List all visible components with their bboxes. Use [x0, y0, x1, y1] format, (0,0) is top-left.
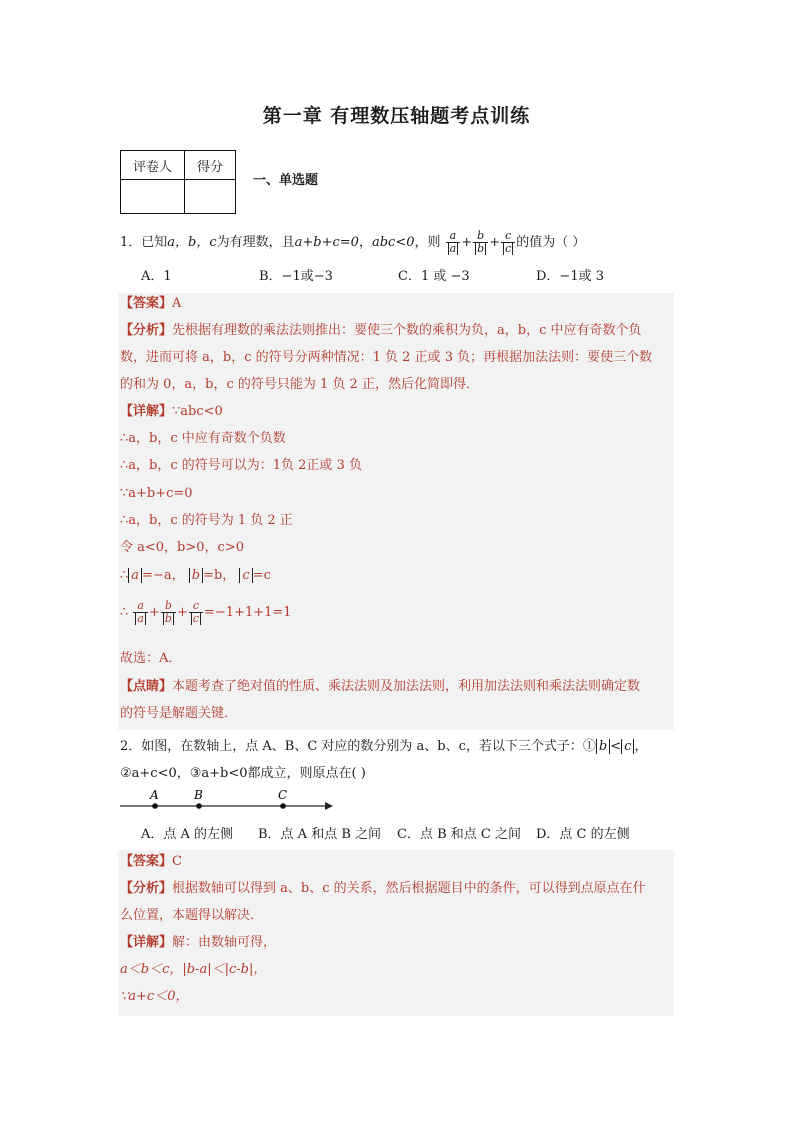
- fraction-a: $\frac{a}{a}$: [446, 230, 461, 255]
- point-b-label: B: [194, 788, 203, 802]
- a1-detail-line-3: ∴a，b，c 的符号可以为：1负 2正或 3 负: [120, 458, 362, 473]
- q2-option-a[interactable]: A．点 A 的左侧: [141, 827, 234, 842]
- page-title: 第一章 有理数压轴题考点训练: [262, 105, 531, 127]
- answer-2-block: [118, 850, 674, 1016]
- a1-choice: 故选：A．: [120, 651, 182, 666]
- a1-analysis-line-3: 的和为 0，a，b，c 的符号只能为 1 负 2 正，然后化简即得．: [120, 377, 479, 392]
- fraction-a: $\frac{a}{a}$: [133, 600, 148, 625]
- a2-detail-line-3: ∵a+c＜0，: [120, 989, 189, 1004]
- a1-comment-line-2: 的符号是解题关键．: [120, 706, 238, 721]
- a1-detail-line-2: ∴a，b，c 中应有奇数个负数: [120, 431, 286, 446]
- a2-detail-line-2: a＜b＜c，|b-a|＜|c-b|，: [120, 962, 267, 977]
- fraction-b: $\frac{b}{b}$: [161, 600, 176, 625]
- a2-analysis-line-1: 【分析】根据数轴可以得到 a、b、c 的关系，然后根据题目中的条件，可以得到点原点在什: [120, 881, 646, 896]
- q1-option-c[interactable]: C．1 或 −3: [398, 269, 470, 284]
- a1-comment-line-1: 【点睛】本题考查了绝对值的性质、乘法法则及加法法则，利用加法法则和乘法法则确定数: [120, 679, 641, 694]
- number-line: [115, 787, 335, 815]
- fraction-c: $\frac{c}{c}$: [189, 600, 203, 625]
- a1-answer: 【答案】A: [120, 296, 182, 311]
- question-1-stem: 1．已知a，b，c为有理数，且a+b+c=0，abc<0，则 $\frac{a}{a}$ + $\frac{b}{b}$ + $\frac{c}{c}$ 的值为（ ）: [120, 229, 586, 256]
- question-2-line-2: ②a+c<0，③a+b<0都成立，则原点在( ): [120, 766, 366, 781]
- a2-detail-line-1: 【详解】解：由数轴可得，: [120, 935, 277, 950]
- a1-detail-line-8: ∴ $\frac{a}{a}$ + $\frac{b}{b}$ + $\frac{c}{c}$ =−1+1+1=1: [120, 599, 292, 626]
- a1-analysis-line-1: 【分析】先根据有理数的乘法法则推出：要使三个数的乘积为负，a，b，c 中应有奇数个负: [120, 323, 642, 338]
- point-b: [196, 803, 202, 809]
- a2-analysis-line-2: 么位置，本题得以解决．: [120, 908, 264, 923]
- a1-analysis-line-2: 数，进而可将 a，b，c 的符号分两种情况：1 负 2 正或 3 负；再根据加法法则：要使三个数: [120, 350, 653, 365]
- a1-detail-line-6: 令 a<0，b>0，c>0: [120, 540, 244, 555]
- a2-answer: 【答案】C: [120, 854, 182, 869]
- section-heading: 一、单选题: [253, 173, 319, 188]
- score-header: 得分: [185, 151, 236, 180]
- q2-option-b[interactable]: B．点 A 和点 B 之间: [258, 827, 382, 842]
- a1-detail-line-1: 【详解】∵abc<0: [120, 404, 223, 419]
- fraction-c: $\frac{c}{c}$: [501, 230, 515, 255]
- point-a-label: A: [150, 788, 159, 802]
- a1-detail-line-7: ∴ a =−a， b =b， c =c: [120, 568, 271, 583]
- point-a: [152, 803, 158, 809]
- q1-option-a[interactable]: A．1: [141, 269, 172, 284]
- point-c: [280, 803, 286, 809]
- q2-option-d[interactable]: D．点 C 的左侧: [536, 827, 630, 842]
- grading-table: [120, 150, 236, 214]
- question-2-line-1: 2．如图，在数轴上，点 A、B、C 对应的数分别为 a、b、c，若以下三个式子：① b < c ，: [120, 739, 648, 754]
- number-line-arrow-icon: [325, 802, 333, 810]
- a1-detail-line-5: ∴a，b，c 的符号为 1 负 2 正: [120, 513, 293, 528]
- score-cell[interactable]: [185, 180, 236, 214]
- q2-option-c[interactable]: C．点 B 和点 C 之间: [397, 827, 521, 842]
- q1-option-d[interactable]: D．−1或 3: [536, 269, 604, 284]
- a1-detail-line-4: ∵a+b+c=0: [120, 486, 193, 501]
- reviewer-header: 评卷人: [121, 151, 185, 180]
- reviewer-cell[interactable]: [121, 180, 185, 214]
- fraction-b: $\frac{b}{b}$: [473, 230, 488, 255]
- q1-option-b[interactable]: B．−1或−3: [259, 269, 333, 284]
- point-c-label: C: [278, 788, 288, 802]
